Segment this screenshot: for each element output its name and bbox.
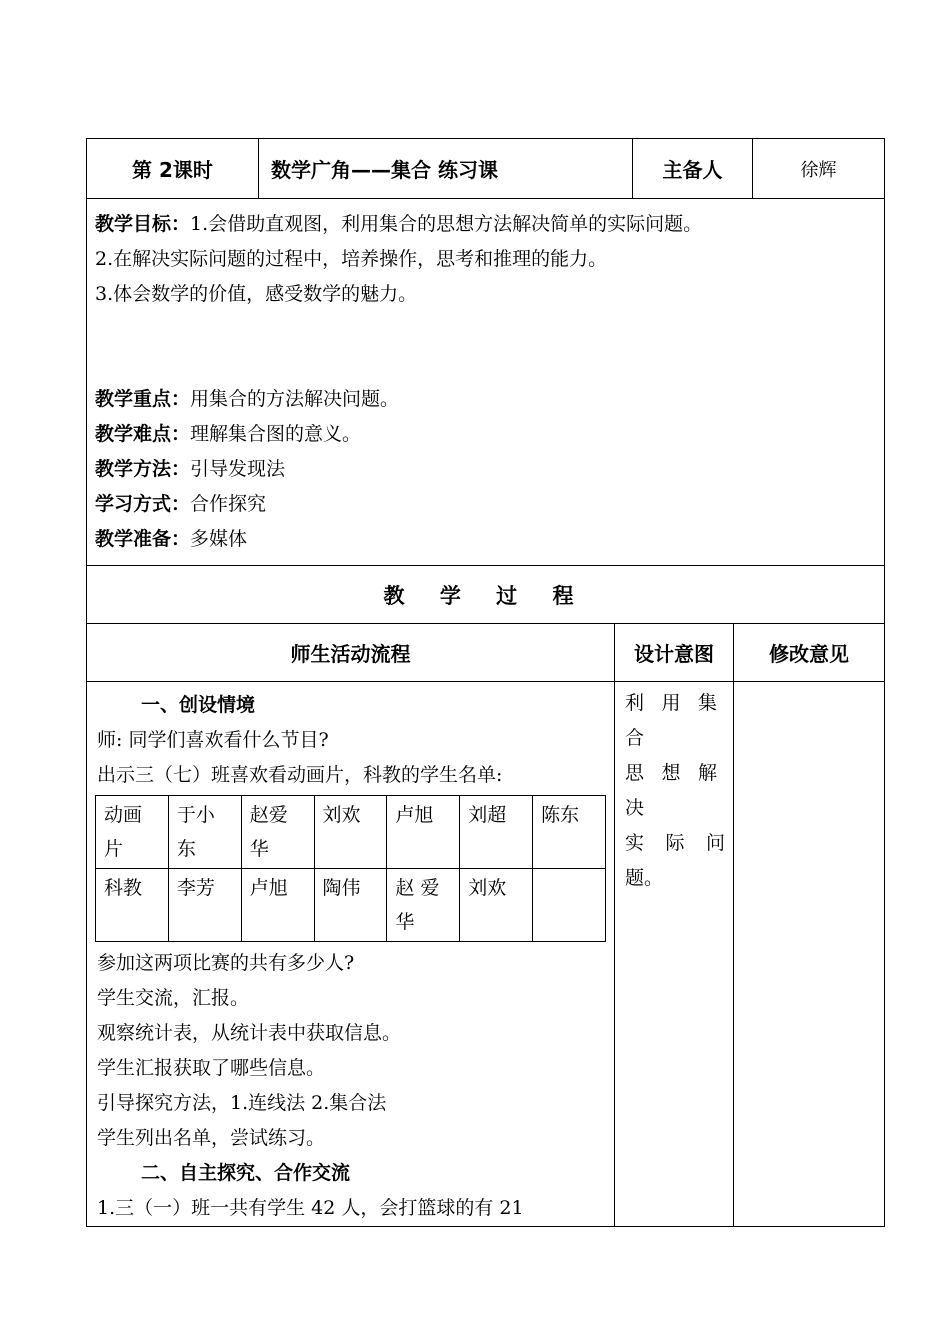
lesson-plan-table [86,138,885,1227]
process-body-row [87,682,885,1227]
lesson-topic: 数学广角——集合 练习课 [259,139,633,199]
preparer-label: 主备人 [633,139,753,199]
column-header-row [87,624,885,682]
activity-line-4: 学生交流，汇报。 [97,987,250,1009]
activity-line-1: 师: 同学们喜欢看什么节目? [97,729,329,751]
activity-line-5: 观察统计表，从统计表中获取信息。 [97,1022,402,1044]
names-cell: 科教 [96,869,169,942]
intent-line-1: 利用集合 [625,692,725,749]
intent-line-3: 实 际 问 [625,832,725,854]
names-table [95,795,606,942]
col-revision-header: 修改意见 [734,624,885,682]
intent-cell [615,682,734,1227]
method-value: 引导发现法 [190,458,286,480]
process-title: 教 学 过 程 [87,566,885,624]
activity-line-7: 引导探究方法，1.连线法 2.集合法 [97,1092,387,1114]
activity-line-9: 1.三（一）班一共有学生 42 人，会打篮球的有 21 [97,1197,524,1219]
names-cell: 李芳 [168,869,241,942]
revision-cell [734,682,885,1227]
section-2-heading: 二、自主探究、合作交流 [141,1162,351,1184]
goals-row [87,199,885,566]
method-label: 教学方法： [95,458,191,480]
names-cell: 陈东 [533,796,606,869]
objective-1-text: 1.会借助直观图，利用集合的思想方法解决简单的实际问题。 [190,213,703,235]
activity-line-3: 参加这两项比赛的共有多少人? [97,952,355,974]
names-cell: 于小东 [168,796,241,869]
key-point [95,382,876,417]
lesson-plan-sheet [86,138,884,1227]
activity-cell [87,682,615,1227]
difficulty-label: 教学难点： [95,423,191,445]
names-cell: 刘超 [460,796,533,869]
names-row-science [96,869,606,942]
difficulty-value: 理解集合图的意义。 [190,423,362,445]
names-cell: 卢旭 [387,796,460,869]
names-cell: 刘欢 [314,796,387,869]
learning-style [95,487,876,522]
learning-label: 学习方式： [95,493,191,515]
names-cell: 刘欢 [460,869,533,942]
learning-value: 合作探究 [190,493,267,515]
difficulty [95,417,876,452]
names-cell: 赵爱华 [241,796,314,869]
lesson-number: 第 2课时 [87,139,259,199]
activity-line-8: 学生列出名单，尝试练习。 [97,1127,326,1149]
names-row-animation [96,796,606,869]
method [95,452,876,487]
names-cell [533,869,606,942]
names-cell: 陶伟 [314,869,387,942]
header-row [87,139,885,199]
intent-line-4: 题。 [625,867,664,889]
objective-3: 3.体会数学的价值，感受数学的魅力。 [95,283,418,305]
section-1-heading: 一、创设情境 [141,694,256,716]
intent-line-2: 思想解决 [625,762,725,819]
preparer-name: 徐辉 [753,139,885,199]
objective-2: 2.在解决实际问题的过程中，培养操作，思考和推理的能力。 [95,248,608,270]
names-cell: 卢旭 [241,869,314,942]
goals-cell [87,199,885,566]
objective-1 [95,207,876,242]
activity-line-6: 学生汇报获取了哪些信息。 [97,1057,326,1079]
prep-label: 教学准备： [95,528,191,550]
objective-label: 教学目标： [95,213,191,235]
spacer [95,312,876,382]
process-title-row [87,566,885,624]
names-cell: 赵 爱 华 [387,869,460,942]
prep-value: 多媒体 [190,528,248,550]
col-intent-header: 设计意图 [615,624,734,682]
preparation [95,522,876,557]
key-label: 教学重点： [95,388,191,410]
activity-line-2: 出示三（七）班喜欢看动画片，科教的学生名单: [97,764,503,786]
col-activity-header: 师生活动流程 [87,624,615,682]
key-value: 用集合的方法解决问题。 [190,388,400,410]
names-cell: 动画片 [96,796,169,869]
